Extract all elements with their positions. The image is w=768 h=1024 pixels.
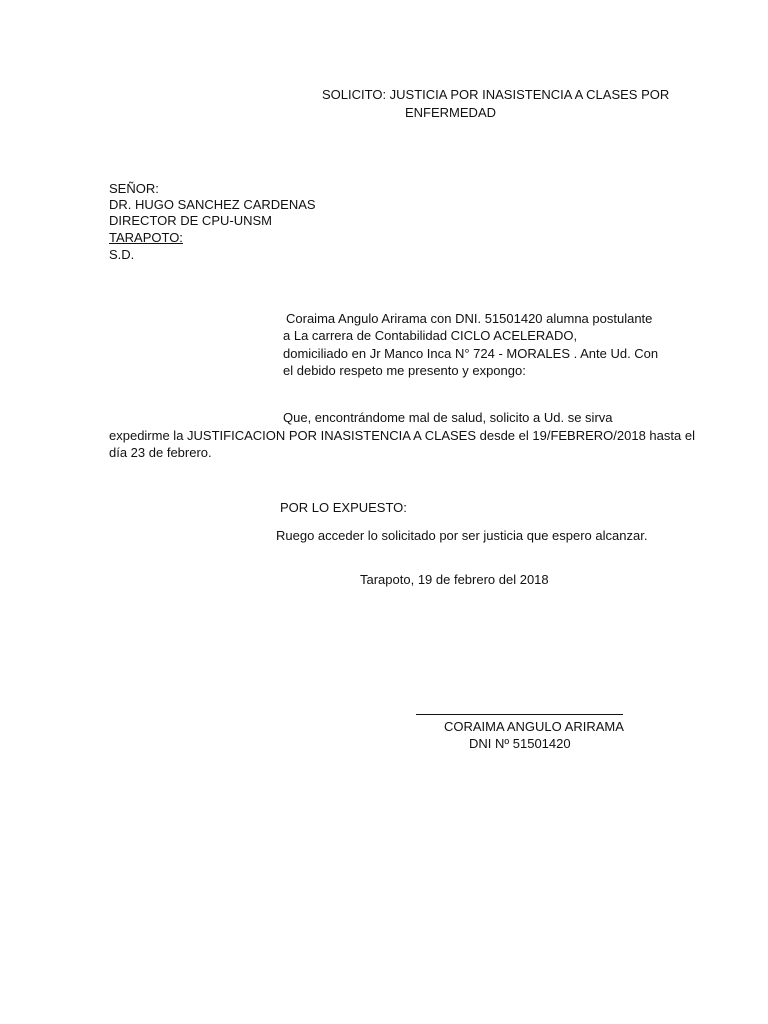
recipient-position: DIRECTOR DE CPU-UNSM	[109, 213, 272, 228]
intro-line-3: domiciliado en Jr Manco Inca N° 724 - MORALES . Ante Ud. Con	[283, 346, 659, 361]
signature-name: CORAIMA ANGULO ARIRAMA	[444, 719, 624, 734]
closing-heading: POR LO EXPUESTO:	[280, 500, 407, 515]
recipient-sd: S.D.	[109, 247, 135, 262]
recipient-name: DR. HUGO SANCHEZ CARDENAS	[109, 197, 316, 212]
subject-line-1: SOLICITO: JUSTICIA POR INASISTENCIA A CLASES POR	[322, 87, 670, 102]
intro-line-2: a La carrera de Contabilidad CICLO ACELERADO,	[283, 328, 578, 343]
closing-place-date: Tarapoto, 19 de febrero del 2018	[360, 572, 549, 587]
intro-line-4: el debido respeto me presento y expongo:	[283, 363, 526, 378]
signature-dni: DNI Nº 51501420	[469, 736, 571, 751]
subject-line-2: ENFERMEDAD	[405, 105, 497, 120]
recipient-salutation: SEÑOR:	[109, 181, 159, 196]
intro-line-1: Coraima Angulo Arirama con DNI. 51501420 alumna postulante	[286, 311, 653, 326]
body-line-3: día 23 de febrero.	[109, 445, 212, 460]
body-line-1: Que, encontrándome mal de salud, solicito a Ud. se sirva	[283, 410, 613, 425]
closing-request: Ruego acceder lo solicitado por ser justicia que espero alcanzar.	[276, 528, 648, 543]
body-line-2: expedirme la JUSTIFICACION POR INASISTENCIA A CLASES desde el 19/FEBRERO/2018 hasta el	[109, 428, 695, 443]
signature-line	[416, 714, 623, 715]
recipient-city: TARAPOTO:	[109, 230, 183, 245]
